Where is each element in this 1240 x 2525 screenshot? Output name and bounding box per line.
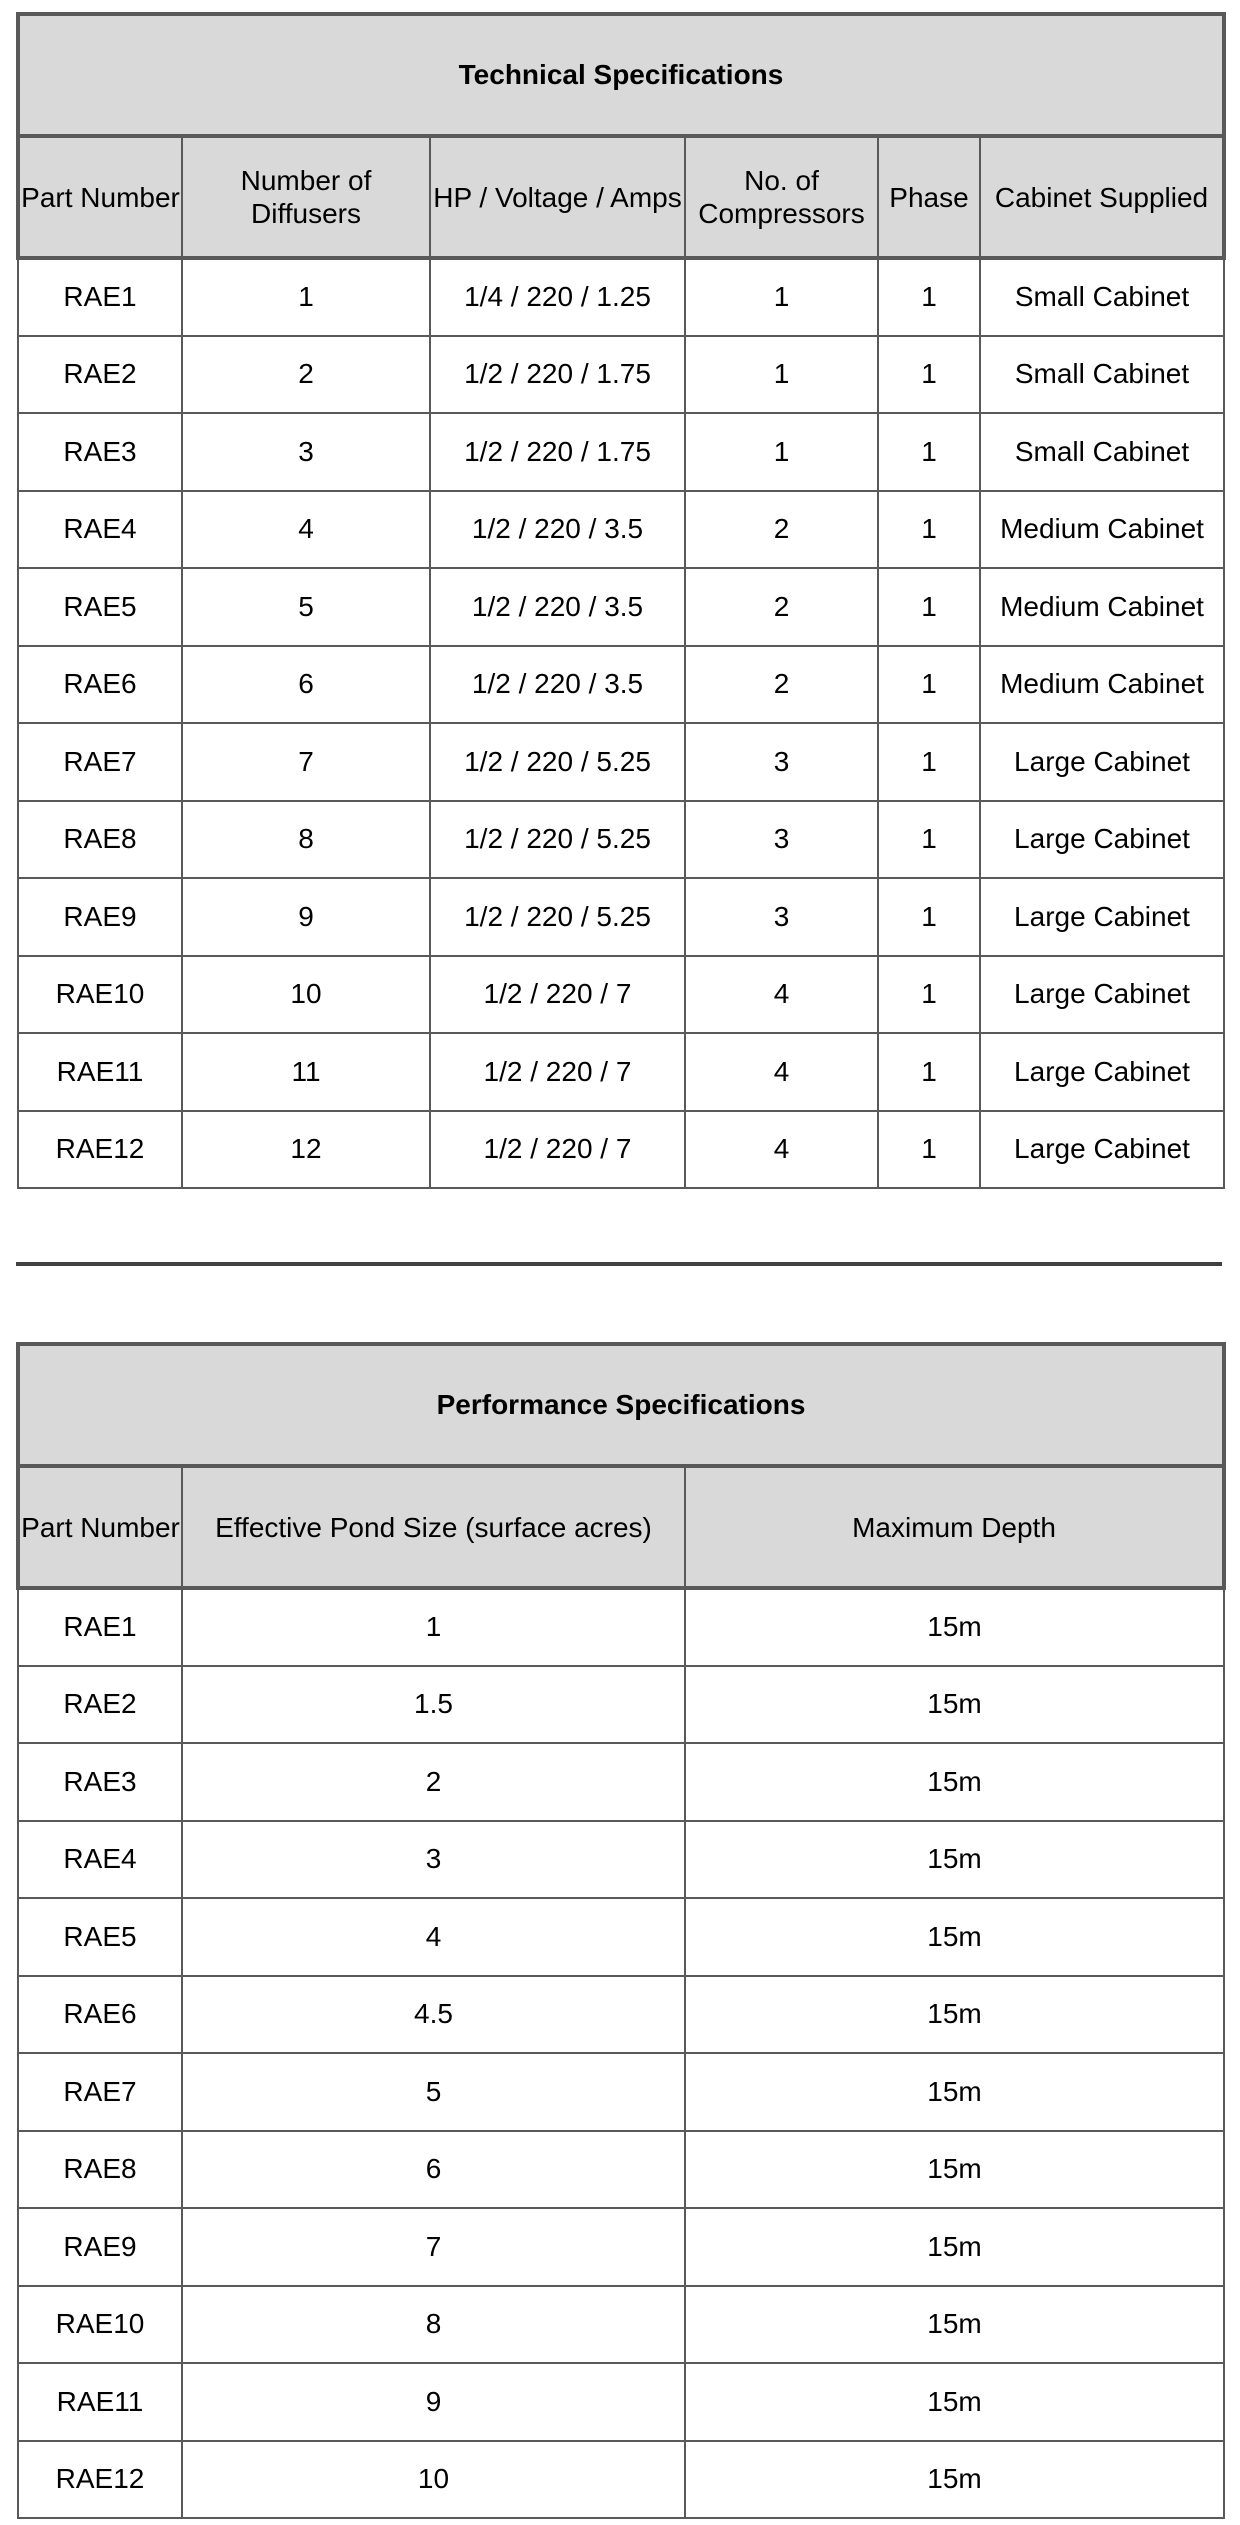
table-cell: 1 <box>878 336 980 414</box>
table-cell: 2 <box>182 336 430 414</box>
table-cell: RAE2 <box>18 336 182 414</box>
table-cell: RAE11 <box>18 1033 182 1111</box>
table-cell: 1 <box>878 568 980 646</box>
table-cell: RAE6 <box>18 646 182 724</box>
table-row <box>18 723 1224 801</box>
table-cell: RAE10 <box>18 956 182 1034</box>
table-cell: 1/2 / 220 / 7 <box>430 1033 685 1111</box>
table-cell: 1 <box>878 723 980 801</box>
table-cell: 1 <box>878 1033 980 1111</box>
table-cell: 9 <box>182 878 430 956</box>
table-cell: 1/2 / 220 / 1.75 <box>430 336 685 414</box>
table-cell: 1 <box>878 491 980 569</box>
table-cell: RAE3 <box>18 1743 182 1821</box>
table-row <box>18 258 1224 336</box>
table-cell: Small Cabinet <box>980 413 1224 491</box>
table-cell: 15m <box>685 1976 1224 2054</box>
table-cell: 11 <box>182 1033 430 1111</box>
table-row <box>18 1976 1224 2054</box>
performance-table-body <box>18 1588 1224 2518</box>
table-cell: RAE7 <box>18 723 182 801</box>
technical-specifications-table <box>16 12 1226 1189</box>
table-cell: 12 <box>182 1111 430 1189</box>
column-header-hp-voltage-amps: HP / Voltage / Amps <box>430 136 685 258</box>
column-header-phase: Phase <box>878 136 980 258</box>
table-cell: 1 <box>878 258 980 336</box>
table-row <box>18 2286 1224 2364</box>
table-cell: RAE3 <box>18 413 182 491</box>
table-cell: 5 <box>182 2053 685 2131</box>
table-cell: 7 <box>182 2208 685 2286</box>
table-cell: 4.5 <box>182 1976 685 2054</box>
table-row <box>18 491 1224 569</box>
table-cell: 1 <box>878 801 980 879</box>
table-cell: 15m <box>685 2286 1224 2364</box>
table-cell: 2 <box>685 491 878 569</box>
table-cell: Large Cabinet <box>980 1111 1224 1189</box>
table-row <box>18 1821 1224 1899</box>
table-cell: 3 <box>182 1821 685 1899</box>
table-cell: Large Cabinet <box>980 1033 1224 1111</box>
table-row <box>18 1033 1224 1111</box>
table-cell: 8 <box>182 2286 685 2364</box>
table-cell: 4 <box>182 491 430 569</box>
column-header-effective-pond-size: Effective Pond Size (surface acres) <box>182 1466 685 1588</box>
section-divider <box>16 1262 1222 1266</box>
table-cell: 1 <box>878 956 980 1034</box>
table-cell: 3 <box>685 801 878 879</box>
table-row <box>18 1666 1224 1744</box>
table-cell: 1 <box>182 1588 685 1666</box>
table-cell: Small Cabinet <box>980 336 1224 414</box>
table-cell: Large Cabinet <box>980 801 1224 879</box>
table-cell: 1 <box>878 878 980 956</box>
table-cell: 15m <box>685 1821 1224 1899</box>
table-cell: 15m <box>685 1743 1224 1821</box>
table-cell: 3 <box>685 878 878 956</box>
table-cell: 3 <box>182 413 430 491</box>
table-cell: 4 <box>685 1033 878 1111</box>
table-cell: Large Cabinet <box>980 956 1224 1034</box>
table-cell: 15m <box>685 2053 1224 2131</box>
table-cell: 15m <box>685 1666 1224 1744</box>
table-cell: 1.5 <box>182 1666 685 1744</box>
table-cell: 15m <box>685 1588 1224 1666</box>
table-row <box>18 568 1224 646</box>
table-cell: RAE1 <box>18 1588 182 1666</box>
table-cell: 5 <box>182 568 430 646</box>
table-cell: 2 <box>182 1743 685 1821</box>
table-row <box>18 2441 1224 2519</box>
table-cell: Medium Cabinet <box>980 646 1224 724</box>
header-row <box>18 136 1224 258</box>
table-cell: 10 <box>182 2441 685 2519</box>
table-cell: RAE4 <box>18 491 182 569</box>
column-header-maximum-depth: Maximum Depth <box>685 1466 1224 1588</box>
table-row <box>18 801 1224 879</box>
table-cell: 1/2 / 220 / 1.75 <box>430 413 685 491</box>
table-cell: 6 <box>182 646 430 724</box>
table-cell: 1 <box>685 413 878 491</box>
table-cell: 1/2 / 220 / 3.5 <box>430 491 685 569</box>
table-cell: 1/2 / 220 / 7 <box>430 1111 685 1189</box>
table-cell: 1/2 / 220 / 3.5 <box>430 568 685 646</box>
table-cell: RAE1 <box>18 258 182 336</box>
table-cell: RAE5 <box>18 568 182 646</box>
table-cell: 4 <box>182 1898 685 1976</box>
table-cell: 10 <box>182 956 430 1034</box>
table-cell: 1/4 / 220 / 1.25 <box>430 258 685 336</box>
table-cell: RAE8 <box>18 801 182 879</box>
table-cell: RAE7 <box>18 2053 182 2131</box>
table-cell: 2 <box>685 646 878 724</box>
technical-table-body <box>18 258 1224 1188</box>
table-row <box>18 336 1224 414</box>
table-cell: 15m <box>685 2441 1224 2519</box>
table-cell: 1/2 / 220 / 5.25 <box>430 723 685 801</box>
table-row <box>18 646 1224 724</box>
table-title: Performance Specifications <box>18 1344 1224 1466</box>
table-cell: 1/2 / 220 / 5.25 <box>430 878 685 956</box>
table-cell: 2 <box>685 568 878 646</box>
table-cell: Large Cabinet <box>980 878 1224 956</box>
column-header-part-number: Part Number <box>18 136 182 258</box>
table-row <box>18 1898 1224 1976</box>
table-cell: 15m <box>685 2208 1224 2286</box>
table-cell: 8 <box>182 801 430 879</box>
table-cell: 1 <box>878 413 980 491</box>
table-title: Technical Specifications <box>18 14 1224 136</box>
table-cell: 1 <box>685 336 878 414</box>
table-cell: RAE9 <box>18 878 182 956</box>
table-row <box>18 2131 1224 2209</box>
table-cell: 6 <box>182 2131 685 2209</box>
table-row <box>18 2208 1224 2286</box>
table-cell: RAE4 <box>18 1821 182 1899</box>
table-cell: 1 <box>878 646 980 724</box>
table-cell: RAE6 <box>18 1976 182 2054</box>
column-header-no-of-compressors: No. of Compressors <box>685 136 878 258</box>
table-cell: 4 <box>685 956 878 1034</box>
table-row <box>18 956 1224 1034</box>
table-cell: RAE12 <box>18 2441 182 2519</box>
table-cell: RAE10 <box>18 2286 182 2364</box>
column-header-number-of-diffusers: Number of Diffusers <box>182 136 430 258</box>
table-cell: RAE8 <box>18 2131 182 2209</box>
table-row <box>18 878 1224 956</box>
table-cell: 1 <box>182 258 430 336</box>
table-cell: RAE12 <box>18 1111 182 1189</box>
table-row <box>18 2363 1224 2441</box>
table-cell: 15m <box>685 2363 1224 2441</box>
table-cell: Large Cabinet <box>980 723 1224 801</box>
table-row <box>18 1111 1224 1189</box>
table-cell: 1/2 / 220 / 3.5 <box>430 646 685 724</box>
table-cell: Medium Cabinet <box>980 491 1224 569</box>
header-row <box>18 1466 1224 1588</box>
table-cell: 1/2 / 220 / 5.25 <box>430 801 685 879</box>
table-cell: Medium Cabinet <box>980 568 1224 646</box>
table-cell: RAE9 <box>18 2208 182 2286</box>
table-cell: 9 <box>182 2363 685 2441</box>
table-cell: RAE5 <box>18 1898 182 1976</box>
table-cell: 7 <box>182 723 430 801</box>
column-header-part-number: Part Number <box>18 1466 182 1588</box>
table-row <box>18 1588 1224 1666</box>
table-cell: RAE11 <box>18 2363 182 2441</box>
table-cell: 1/2 / 220 / 7 <box>430 956 685 1034</box>
table-row <box>18 2053 1224 2131</box>
table-row <box>18 413 1224 491</box>
table-cell: RAE2 <box>18 1666 182 1744</box>
table-cell: 1 <box>685 258 878 336</box>
table-row <box>18 1743 1224 1821</box>
table-cell: Small Cabinet <box>980 258 1224 336</box>
table-cell: 4 <box>685 1111 878 1189</box>
table-cell: 15m <box>685 1898 1224 1976</box>
column-header-cabinet-supplied: Cabinet Supplied <box>980 136 1224 258</box>
table-cell: 3 <box>685 723 878 801</box>
table-cell: 15m <box>685 2131 1224 2209</box>
table-cell: 1 <box>878 1111 980 1189</box>
performance-specifications-table <box>16 1342 1226 2519</box>
